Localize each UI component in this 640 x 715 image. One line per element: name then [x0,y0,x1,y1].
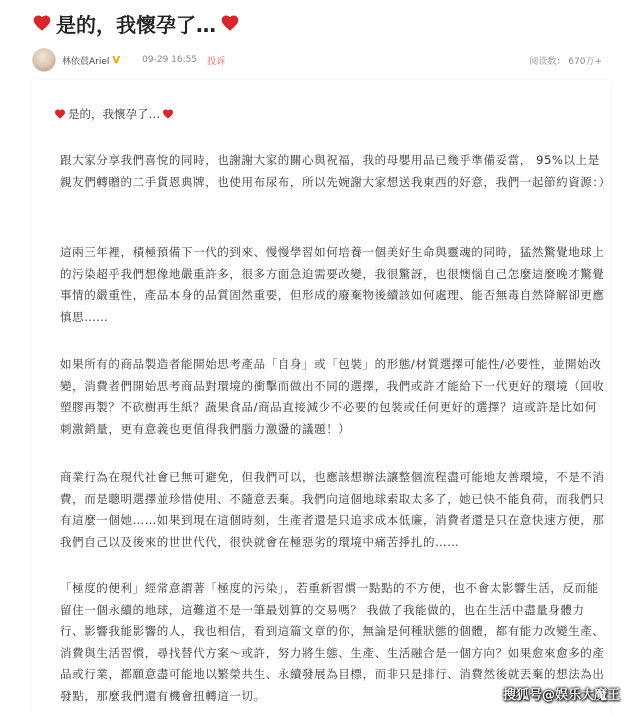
article-lead [54,106,174,122]
heart-icon [220,13,240,33]
article-paragraph: 商業行為在現代社會已無可避免，但我們可以，也應該想辦法讓整個流程盡可能地友善環境，不是不消費，而是聰明選擇並珍惜使用、不隨意丟棄。我們向這個地球索取太多了，她已快不能負荷，而我們只有這麼一個她……如果到現在這個時刻，生產者還是只追求成本低廉，消費者還是只在意快速方便，那我們自己以及後來的世世代代，很快就會在極惡劣的環境中痛苦掙扎的…… [60,470,605,549]
article-paragraph: 「極度的便利」經常意謂著「極度的污染」，若重新習慣一點點的不方便，也不會太影響生活，反而能留住一個永續的地球，這難道不是一筆最划算的交易嗎？ 我做了我能做的，也在生活中盡量身體力行、影響我能影響的人，我也相信，看到這篇文章的你，無論是何種狀態的個體，都有能力改變生產、消費與生活習慣，尋找替代方案～或許，努力將生態、生產、生活融合是一個方向？如果愈來愈多的產品或行業，都願意盡可能地以繁榮共生、永續發展為目標，而非只是排行、消費然後就丟棄的想法為出發點，那麼我們還有機會扭轉這一切。 [60,581,605,703]
lead-text: 是的，我懷孕了… [68,107,160,121]
heart-icon [32,13,52,33]
article-paragraph: 如果所有的商品製造者能開始思考產品「自身」或「包裝」的形態/材質選擇可能性/必要性，並開始改變，消費者們開始思考商品對環境的衝擊而做出不同的選擇，我們或許才能給下一代更好的環境（回收塑膠再製？不砍樹再生紙？蔬果食品/商品直接減少不必要的包裝或任何更好的選擇？這或許是比如何刺激銷量，更有意義也更值得我們腦力激盪的議題！） [60,357,605,436]
complain-link[interactable]: 投诉 [207,56,226,67]
article-paragraph: 這兩三年裡，積極預備下一代的到來、慢慢學習如何培養一個美好生命與靈魂的同時，猛然驚覺地球上的污染超乎我們想像地嚴重許多，很多方面急迫需要改變，我很驚訝，也很懊惱自己怎麼這麼晚才驚覺事情的嚴重性，產品本身的品質固然重要，但形成的廢棄物後續該如何處理、能否無毒自然降解卻更應慎思…… [60,245,605,324]
verified-badge-icon: V [112,54,121,66]
post-date: 09-29 16:55 [142,55,198,65]
article-paragraph: 跟大家分享我們喜悅的同時，也謝謝大家的關心與祝福，我的母嬰用品已幾乎準備妥當， 95%以上是親友們轉贈的二手貨恩典牌，也使用布尿布，所以先婉謝大家想送我東西的好意，我們一起節約資源：） [60,153,611,189]
heart-icon [162,108,174,120]
source-watermark: 搜狐号@娱乐大魔王 [502,688,620,703]
view-count: 阅读数： 670万+ [529,56,602,67]
post-meta [32,46,602,74]
heart-icon [54,108,66,120]
avatar[interactable] [32,48,56,72]
author-name[interactable]: 林依晨Ariel [62,56,110,67]
title-text: 是的，我懷孕了… [56,12,216,37]
post-title [32,8,240,38]
